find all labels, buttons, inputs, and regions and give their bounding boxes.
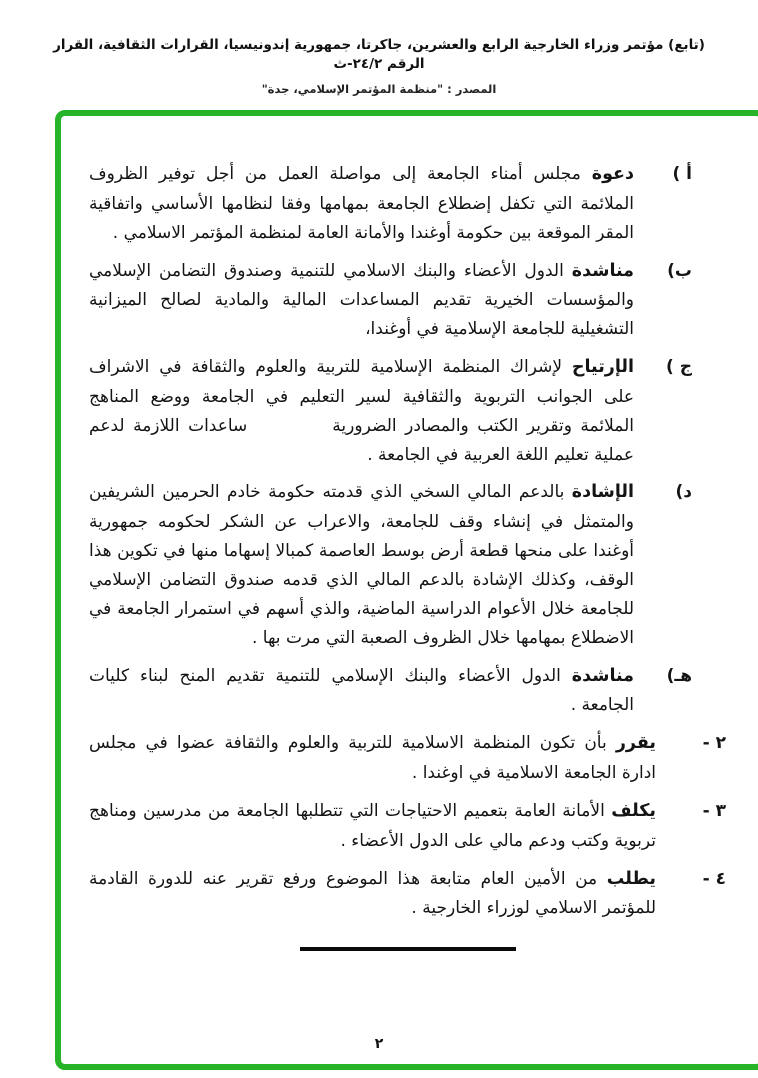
item-text-span: مجلس أمناء الجامعة إلى مواصلة العمل من أجل توفير الظروف الملائمة التي تكفل إضطلاع الجامعة بمهامها وفقا لنظامها الأساسي واتفاقية المقر الموقعة بين حكومة أوغندا والأمانة العامة لمنظمة المؤتمر الاسلامي .	[89, 164, 634, 243]
clause-number: ٢ -	[702, 733, 726, 754]
item-text	[89, 160, 648, 248]
item-text	[89, 353, 648, 469]
item-text	[89, 478, 648, 652]
item-lead-word: مناشدة	[571, 665, 634, 686]
header-source-line: المصدر : "منظمة المؤتمر الإسلامي، جدة"	[261, 81, 497, 96]
item-marker: د)	[675, 482, 692, 503]
resolution-body	[89, 160, 726, 951]
list-item-b	[89, 257, 692, 345]
clause-text-span: من الأمين العام متابعة هذا الموضوع ورفع تقرير عنه للدورة القادمة للمؤتمر الاسلامي لوزراء الخارجية .	[89, 868, 656, 919]
list-item-c	[89, 353, 692, 469]
clause-text	[89, 729, 670, 788]
clause-text-span: بأن تكون المنظمة الاسلامية للتربية والعلوم والثقافة عضوا في مجلس ادارة الجامعة الاسلامية في اوغندا .	[89, 733, 656, 784]
clause-3	[89, 797, 726, 856]
header-title-line: (تابع) مؤتمر وزراء الخارجية الرابع والعشرين، جاكرتا، جمهورية إندونيسيا، القرارات الثقافية، القرار الرقم ٢٤/٢-ث	[53, 37, 705, 72]
document-header	[0, 36, 758, 96]
page-number: ٢	[374, 1036, 384, 1052]
clause-text	[89, 797, 670, 856]
end-divider-rule	[300, 947, 516, 951]
clause-4	[89, 865, 726, 924]
item-lead-word: دعوة	[591, 164, 634, 184]
item-text-span: الدول الأعضاء والبنك الاسلامي للتنمية وصندوق التضامن الإسلامي والمؤسسات الخيرية تقديم المساعدات المالية والمادية لصالح الميزانية التشغيلية للجامعة الإسلامية في أوغندا،	[89, 260, 634, 340]
clause-2	[89, 729, 726, 788]
list-item-a	[89, 160, 692, 248]
clause-number: ٤ -	[702, 868, 726, 889]
clause-lead-word: يكلف	[611, 800, 656, 821]
item-lead-word: الإرتياح	[571, 357, 634, 378]
list-item-h	[89, 662, 692, 721]
clause-text-span: الأمانة العامة بتعميم الاحتياجات التي تتطلبها الجامعة من مدرسين ومناهج تربوية وكتب ودعم مالي على الدول الأعضاء .	[89, 800, 656, 851]
item-lead-word: الإشادة	[571, 482, 634, 503]
item-marker: ج )	[666, 357, 692, 378]
item-text	[89, 662, 648, 721]
clause-lead-word: يطلب	[606, 868, 656, 889]
item-lead-word: مناشدة	[571, 260, 634, 281]
item-marker: أ )	[672, 164, 692, 184]
item-text-span: الدول الأعضاء والبنك الإسلامي للتنمية تقديم المنح لبناء كليات الجامعة .	[89, 665, 634, 716]
item-marker: ب)	[667, 260, 692, 281]
green-border-frame	[55, 110, 758, 1070]
item-marker: هـ)	[666, 665, 692, 686]
item-text-span: لإشراك المنظمة الإسلامية للتربية والعلوم والثقافة في الاشراف على الجوانب التربوية والثقافية لسير التعليم في الجامعة ووضع المناهج الملائمة وتقرير الكتب والمصادر الضرورية ساعدات اللازمة لدعم عملية تعليم اللغة العربية في الجامعة .	[89, 357, 634, 465]
clause-number: ٣ -	[702, 800, 726, 821]
clause-text	[89, 865, 670, 924]
item-text	[89, 257, 648, 345]
item-text-span: بالدعم المالي السخي الذي قدمته حكومة خادم الحرمين الشريفين والمتمثل في إنشاء وقف للجامعة، والاعراب عن الشكر لحكومه جمهورية أوغندا على منحها قطعة أرض بوسط العاصمة كمبالا إسهاما منها في تكوين هذا الوقف، وكذلك الإشادة بالدعم المالي الذي قدمه صندوق التضامن الإسلامي للجامعة خلال الأعوام الدراسية الماضية، والذي أسهم في استمرار الجامعة في الاضطلاع بمهامها خلال الظروف الصعبة التي مرت بها .	[89, 482, 634, 648]
list-item-d	[89, 478, 692, 652]
clause-lead-word: يقرر	[615, 733, 656, 754]
